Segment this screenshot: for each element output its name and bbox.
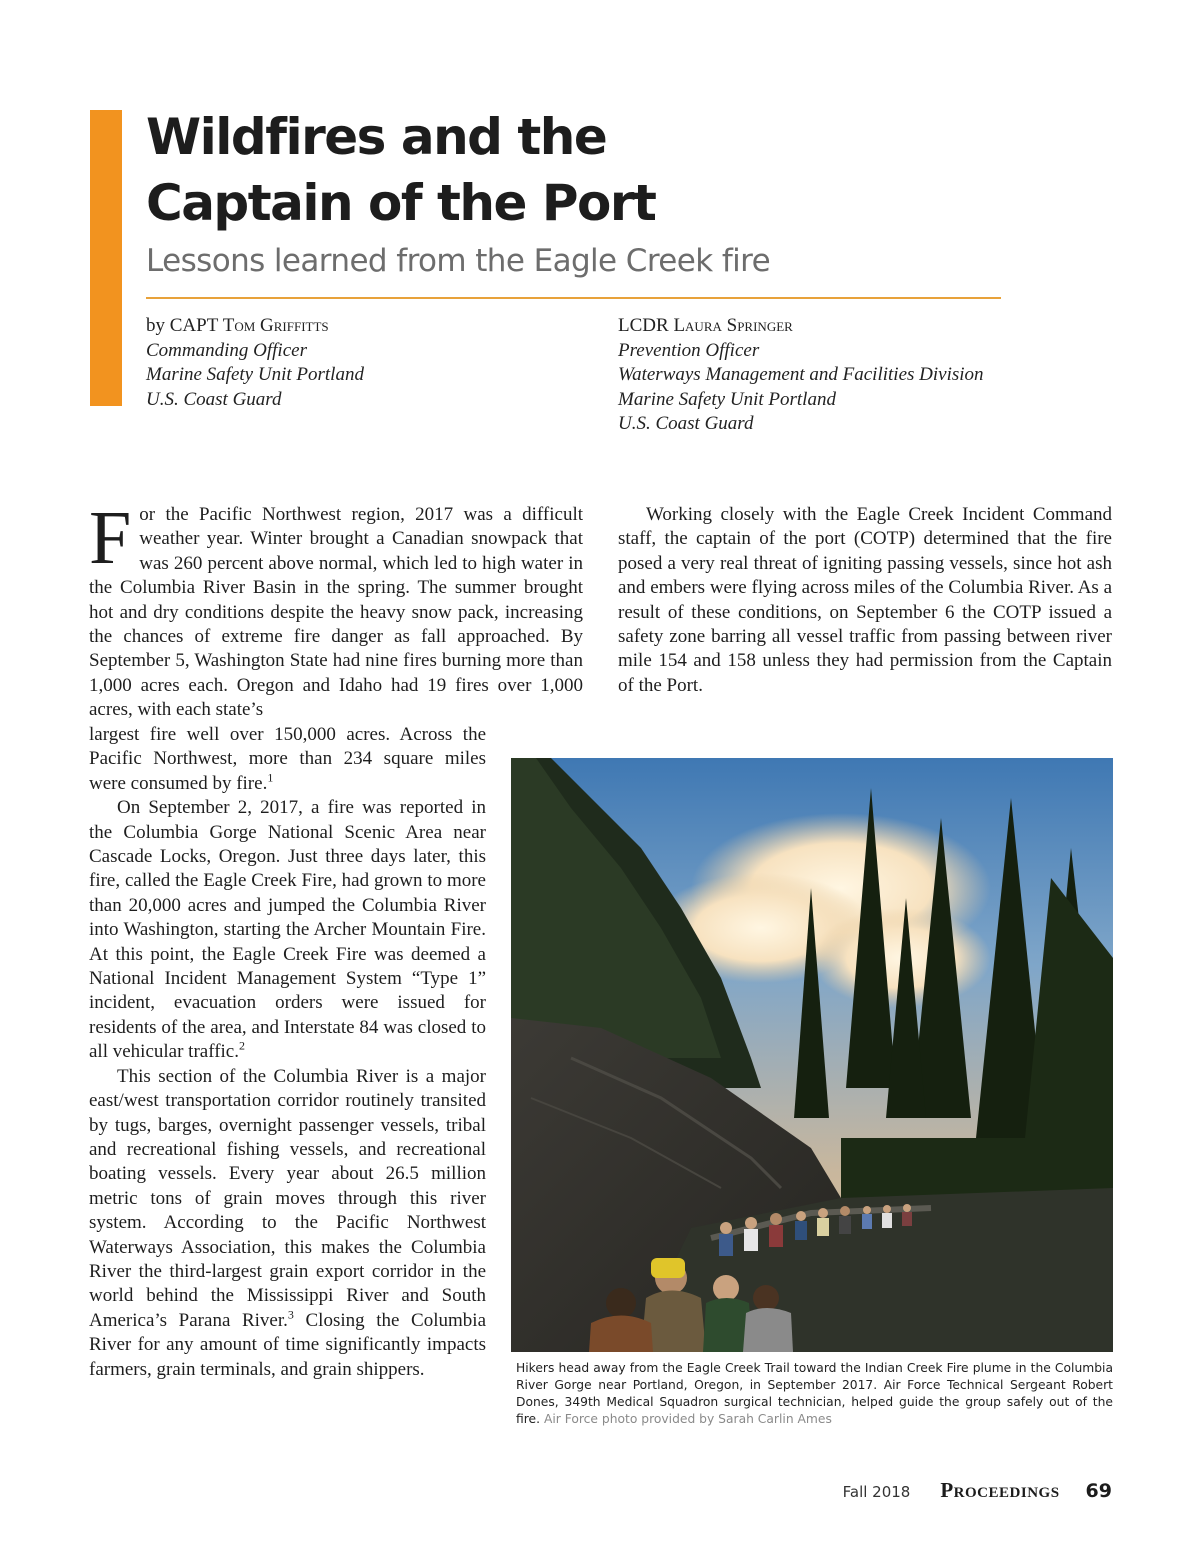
author-prefix: LCDR (618, 315, 669, 336)
author-unit: Marine Safety Unit Portland (146, 364, 364, 385)
title-line-2: Captain of the Port (146, 174, 656, 232)
paragraph-text: On September 2, 2017, a fire was reported in the Columbia Gorge National Scenic Area near Cascade Locks, Oregon. Just three days later, this fire, called the Eagle Creek Fire, had grown to more than 20,000 acres and jumped the Columbia River into Washington, starting the Archer Mountain Fire. At this point, the Eagle Creek Fire was deemed a National Incident Management System “Type 1” incident, evacuation orders were issued for residents of the area, and Interstate 84 was closed to all vehicular traffic. (89, 797, 486, 1063)
paragraph-intro-text: or the Pacific Northwest region, 2017 was a difficult weather year. Winter brought a Canadian snowpack that was 260 percent above normal, which led to high water in the Columbia River Basin in the spring. The summer brought hot and dry conditions despite the heavy snow pack, increasing the chances of extreme fire danger as fall approached. By September 5, Washington State had nine fires burning more than 1,000 acres each. Oregon and Idaho had 19 fires over 1,000 acres, with each state’s (89, 504, 583, 721)
title-accent-bar (90, 110, 122, 406)
paragraph-intro-continued (89, 723, 486, 796)
paragraph-text: largest fire well over 150,000 acres. Across the Pacific Northwest, more than 234 square miles were consumed by fire. (89, 724, 486, 794)
photo-caption (516, 1360, 1113, 1428)
body-column-left-top (89, 496, 583, 723)
body-column-left-bottom (89, 723, 486, 1382)
body-column-right (618, 503, 1112, 698)
paragraph-intro (89, 496, 583, 723)
footnote-ref: 2 (239, 1038, 245, 1053)
author-name: Laura Springer (673, 315, 793, 336)
author-prefix: by CAPT (146, 315, 218, 336)
author-byline-left (146, 314, 586, 412)
author-name: Tom Griffitts (222, 315, 329, 336)
paragraph-fire-report (89, 796, 486, 1064)
page-footer (843, 1478, 1112, 1503)
caption-text: Hikers head away from the Eagle Creek Trail toward the Indian Creek Fire plume in the Columbia River Gorge near Portland, Oregon, in September 2017. Air Force Technical Sergeant Robert Dones, 349th Medical Squadron surgical technician, helped guide the group safely out of the fire. (516, 1361, 1113, 1426)
article-subtitle: Lessons learned from the Eagle Creek fire (146, 243, 771, 279)
author-unit: Marine Safety Unit Portland (618, 388, 836, 410)
page-number: 69 (1085, 1480, 1112, 1502)
author-service: U.S. Coast Guard (146, 388, 282, 410)
drop-cap: F (89, 496, 132, 580)
paragraph-text: Closing the Columbia River for any amount of time significantly impacts farmers, grain terminals, and grain shippers. (89, 1309, 487, 1380)
paragraph-safety-zone: Working closely with the Eagle Creek Incident Command staff, the captain of the port (COTP) determined that the fire posed a very real threat of igniting passing vessels, since hot ash and embers were flying across miles of the Columbia River. As a result of these conditions, on September 6 the COTP issued a safety zone barring all vessel traffic from passing between river mile 154 and 158 unless they had permission from the Captain of the Port. (618, 504, 1112, 696)
paragraph-transport-corridor (89, 1065, 486, 1382)
title-line-1: Wildfires and the (146, 108, 607, 166)
photo-credit: Air Force photo provided by Sarah Carlin Ames (543, 1412, 832, 1426)
author-byline-right (618, 314, 1058, 437)
paragraph-text: This section of the Columbia River is a major east/west transportation corridor routinely transited by tugs, barges, overnight passenger vessels, tribal and recreational fishing vessels, and recreational boating vessels. Every year about 26.5 million metric tons of grain moves through this river system. According to the Pacific Northwest Waterways Association, this makes the Columbia River the third-largest grain export corridor in the world behind the Mississippi River and South America’s Parana River. (89, 1065, 486, 1331)
magazine-name: Proceedings (940, 1478, 1060, 1502)
author-role: Prevention Officer (618, 339, 760, 361)
article-title (146, 104, 1026, 236)
title-divider (146, 297, 1001, 299)
hikers-wildfire-photo (511, 758, 1113, 1352)
author-service: U.S. Coast Guard (618, 413, 754, 434)
issue-label: Fall 2018 (842, 1483, 911, 1501)
author-division: Waterways Management and Facilities Division (618, 364, 984, 385)
author-role: Commanding Officer (146, 339, 307, 361)
footnote-ref: 3 (287, 1307, 294, 1322)
footnote-ref: 1 (267, 770, 274, 785)
